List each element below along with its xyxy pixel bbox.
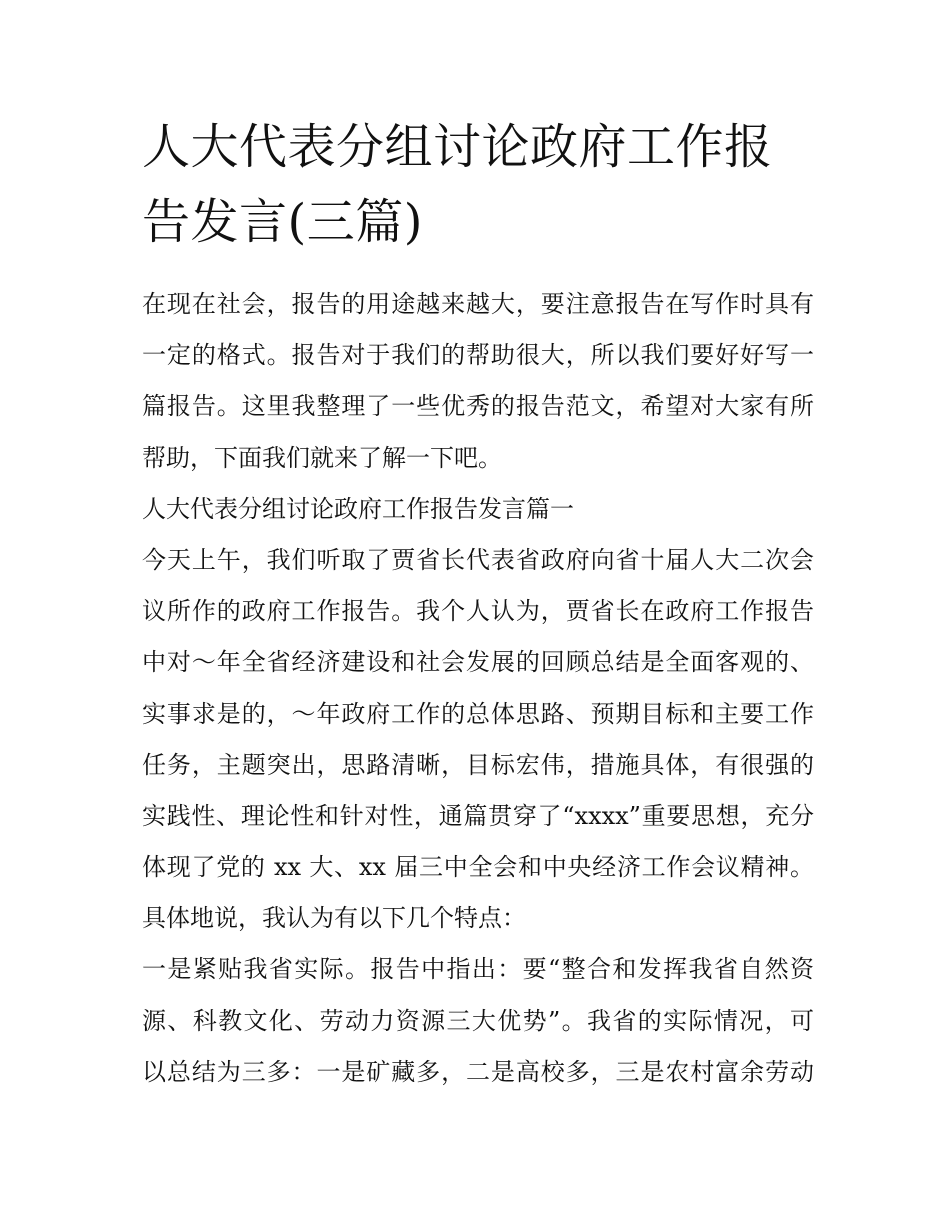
document-body (142, 279, 814, 1098)
paragraph-line: 在现在社会，报告的用途越来越大，要注意报告在写作时具有 (142, 290, 814, 318)
paragraph-line: 篇报告。这里我整理了一些优秀的报告范文，希望对大家有所 (142, 392, 814, 421)
document-page (142, 0, 814, 1098)
paragraph-line: 实事求是的，～年政府工作的总体思路、预期目标和主要工作 (142, 699, 814, 728)
paragraph-line: 实践性、理论性和针对性，通篇贯穿了“xxxx”重要思想，充分 (142, 801, 814, 830)
paragraph-line: 一定的格式。报告对于我们的帮助很大，所以我们要好好写一 (142, 341, 814, 370)
paragraph-line: 体现了党的 xx 大、xx 届三中全会和中央经济工作会议精神。 (142, 853, 814, 882)
paragraph-line: 议所作的政府工作报告。我个人认为，贾省长在政府工作报告 (142, 597, 814, 626)
paragraph-line: 中对～年全省经济建设和社会发展的回顾总结是全面客观的、 (142, 648, 814, 677)
section-heading: 人大代表分组讨论政府工作报告发言篇一 (142, 494, 574, 523)
paragraph-line: 今天上午，我们听取了贾省长代表省政府向省十届人大二次会 (142, 545, 814, 574)
paragraph-line: 一是紧贴我省实际。报告中指出：要“整合和发挥我省自然资 (142, 955, 814, 984)
document-title: 人大代表分组讨论政府工作报 告发言(三篇) (142, 119, 773, 250)
paragraph-line: 具体地说，我认为有以下几个特点： (142, 904, 526, 933)
paragraph-line: 源、科教文化、劳动力资源三大优势”。我省的实际情况，可 (142, 1006, 814, 1035)
paragraph-line: 任务，主题突出，思路清晰，目标宏伟，措施具体，有很强的 (142, 750, 814, 779)
paragraph-line: 帮助，下面我们就来了解一下吧。 (142, 443, 502, 472)
paragraph-line: 以总结为三多：一是矿藏多，二是高校多，三是农村富余劳动 (142, 1057, 814, 1086)
